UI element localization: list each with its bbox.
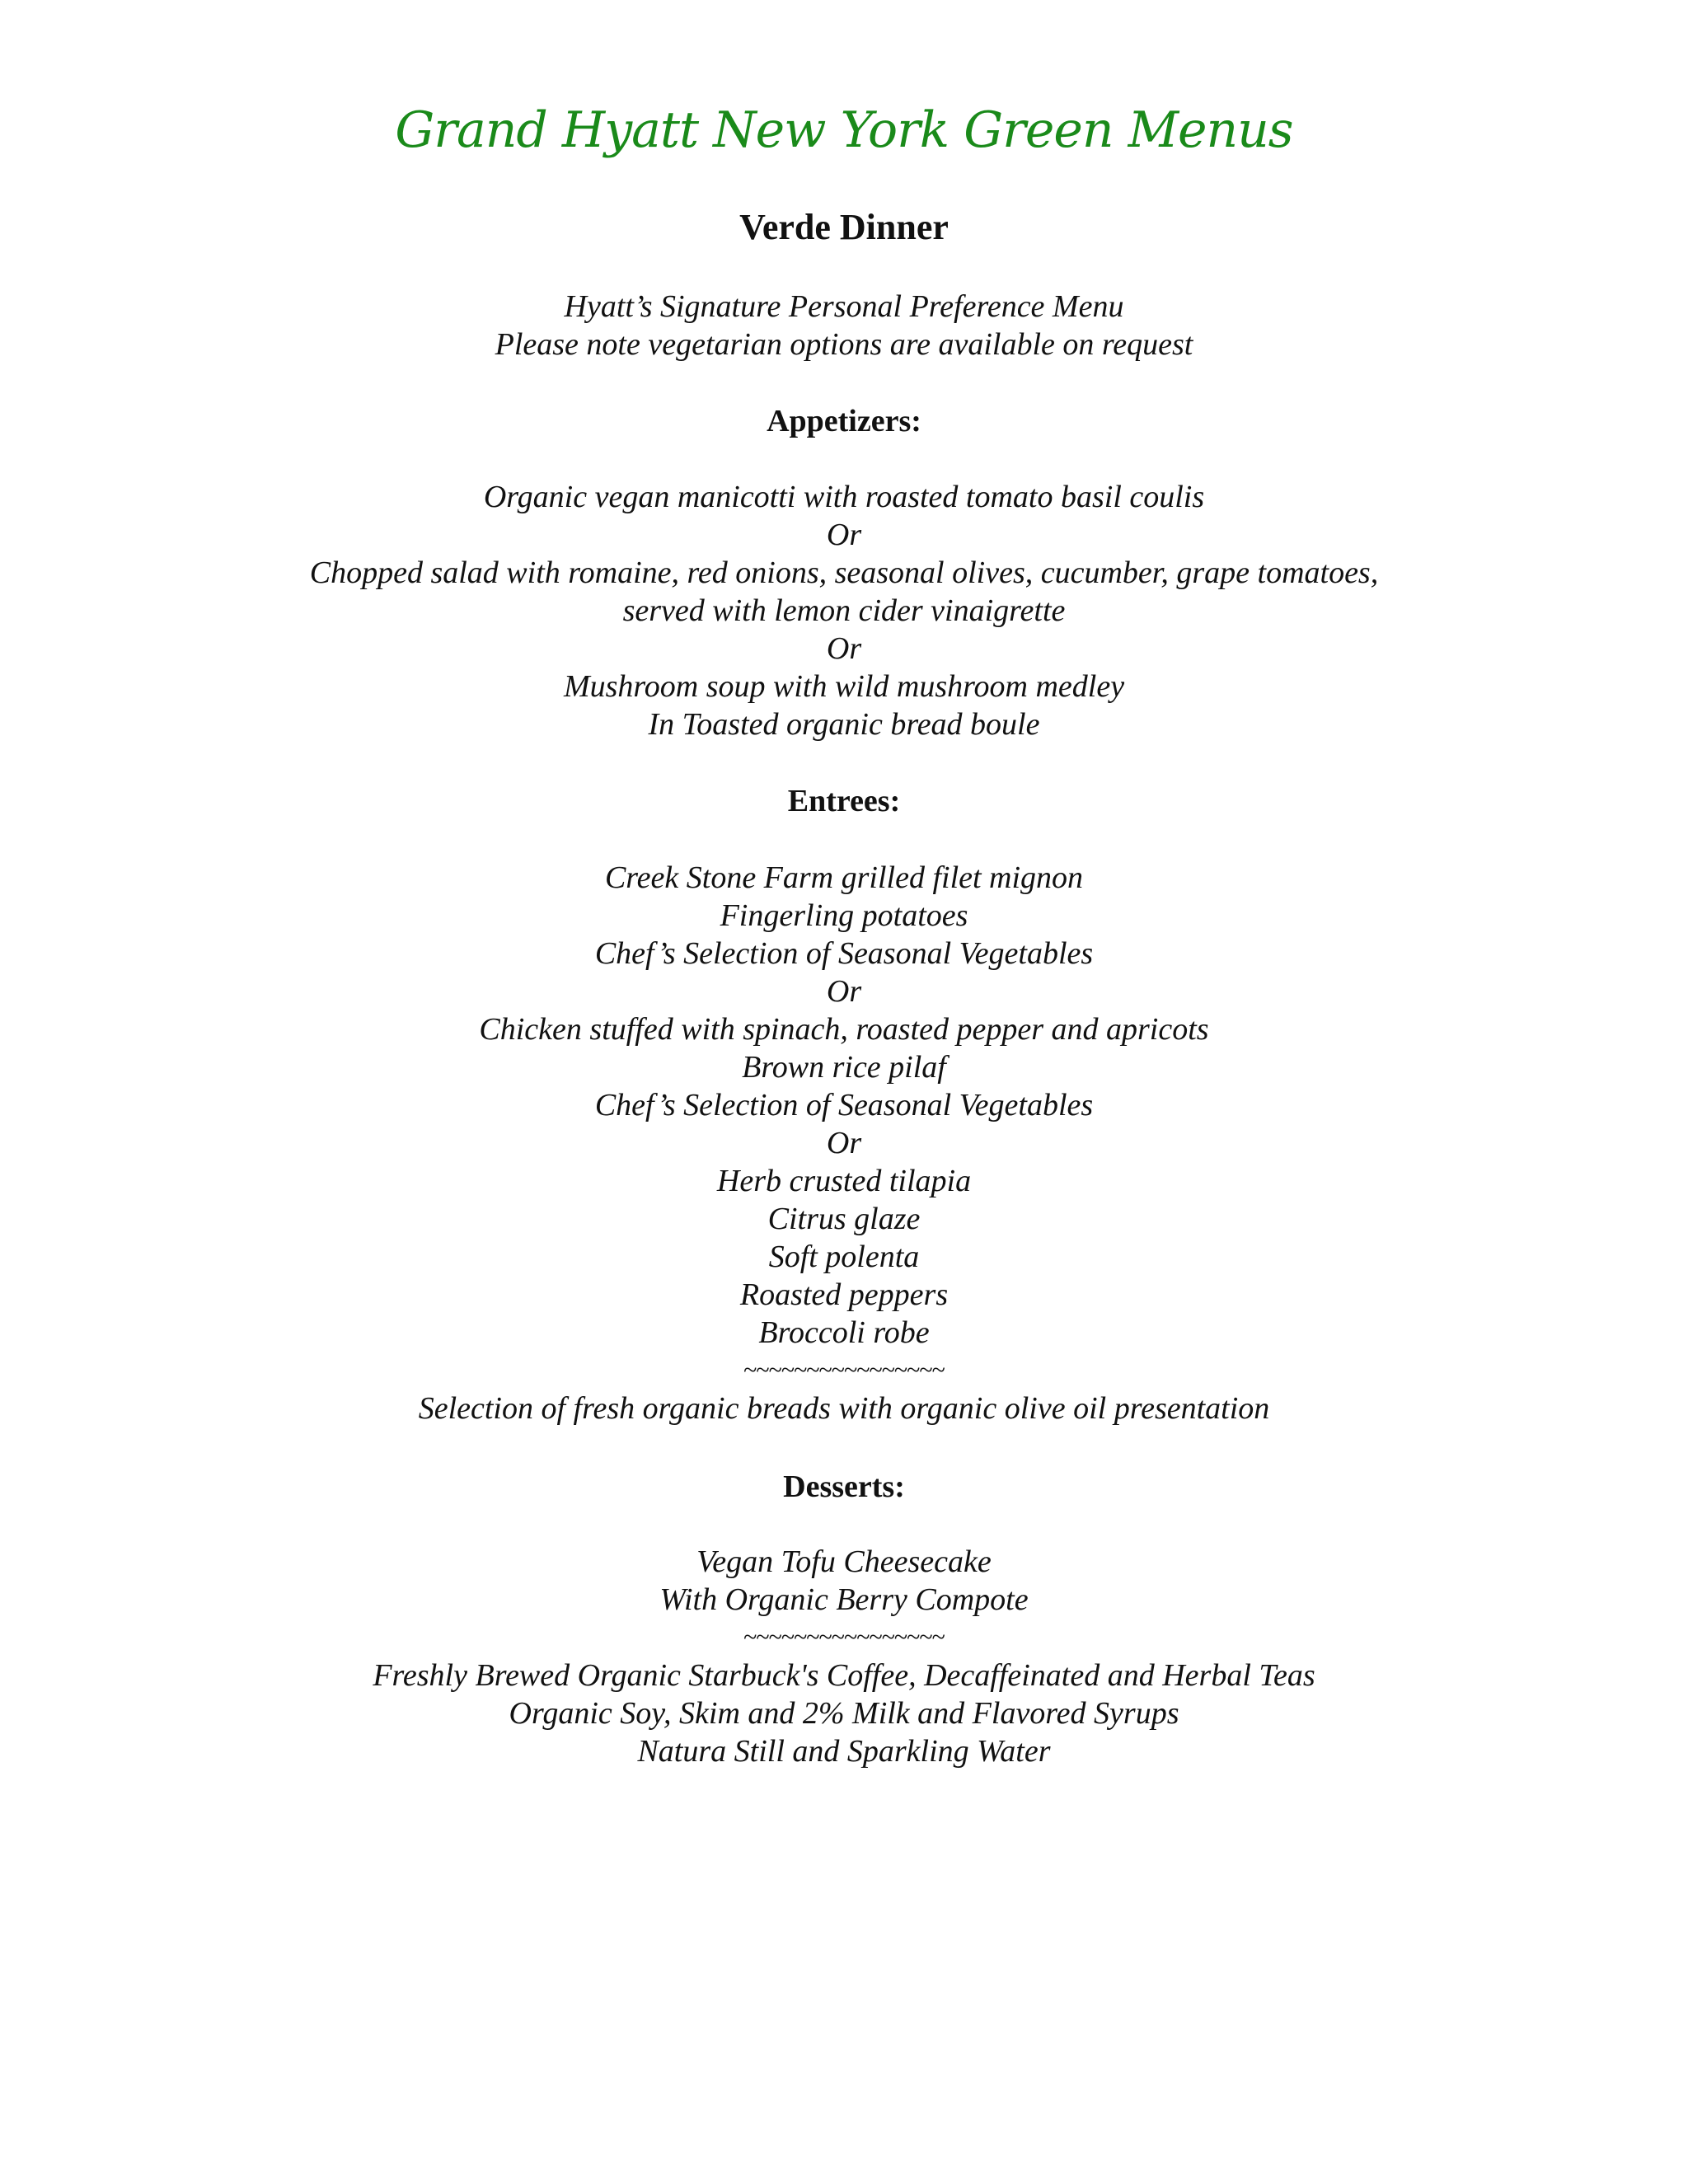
menu-item: Chef’s Selection of Seasonal Vegetables [594, 1088, 1094, 1122]
or-separator: Or [826, 631, 862, 666]
menu-item: Vegan Tofu Cheesecake [696, 1544, 992, 1579]
menu-item: Chicken stuffed with spinach, roasted pepper and apricots [479, 1012, 1209, 1047]
tilde-divider: ~~~~~~~~~~~~~~~~ [743, 1357, 945, 1384]
beverage-line: Organic Soy, Skim and 2% Milk and Flavored Syrups [509, 1696, 1179, 1731]
tilde-divider: ~~~~~~~~~~~~~~~~ [743, 1624, 945, 1651]
appetizers-heading: Appetizers: [767, 404, 921, 438]
menu-item: Organic vegan manicotti with roasted tomato basil coulis [483, 480, 1205, 514]
intro-block [0, 288, 1688, 363]
menu-subtitle: Verde Dinner [739, 207, 949, 247]
menu-item: Chef’s Selection of Seasonal Vegetables [594, 936, 1094, 971]
beverage-line: Freshly Brewed Organic Starbuck's Coffee, Decaffeinated and Herbal Teas [373, 1658, 1315, 1693]
entrees-heading: Entrees: [787, 784, 901, 818]
bread-line: Selection of fresh organic breads with organic olive oil presentation [418, 1391, 1270, 1426]
menu-title: Grand Hyatt New York Green Menus [395, 101, 1293, 159]
menu-item: Brown rice pilaf [742, 1050, 946, 1085]
menu-item: Broccoli robe [758, 1315, 930, 1350]
menu-item: In Toasted organic bread boule [648, 707, 1040, 742]
menu-item: With Organic Berry Compote [659, 1582, 1029, 1617]
menu-item: Mushroom soup with wild mushroom medley [563, 669, 1125, 704]
menu-item: Citrus glaze [767, 1202, 921, 1236]
menu-item: Roasted peppers [739, 1277, 949, 1312]
menu-item: Chopped salad with romaine, red onions, seasonal olives, cucumber, grape tomatoes, [309, 555, 1379, 590]
menu-item: Soft polenta [768, 1240, 920, 1274]
appetizers-list [0, 478, 1688, 743]
intro-line: Hyatt’s Signature Personal Preference Menu [564, 289, 1124, 324]
beverage-line: Natura Still and Sparkling Water [637, 1734, 1051, 1769]
entrees-list [0, 859, 1688, 1427]
menu-item: Fingerling potatoes [720, 898, 968, 933]
or-separator: Or [826, 974, 862, 1009]
or-separator: Or [826, 1126, 862, 1160]
desserts-heading: Desserts: [783, 1469, 905, 1504]
or-separator: Or [826, 518, 862, 552]
intro-line: Please note vegetarian options are available on request [495, 327, 1193, 362]
menu-item: Creek Stone Farm grilled filet mignon [604, 860, 1084, 895]
menu-item: Herb crusted tilapia [716, 1164, 972, 1198]
menu-item: served with lemon cider vinaigrette [622, 593, 1066, 628]
desserts-list [0, 1543, 1688, 1770]
